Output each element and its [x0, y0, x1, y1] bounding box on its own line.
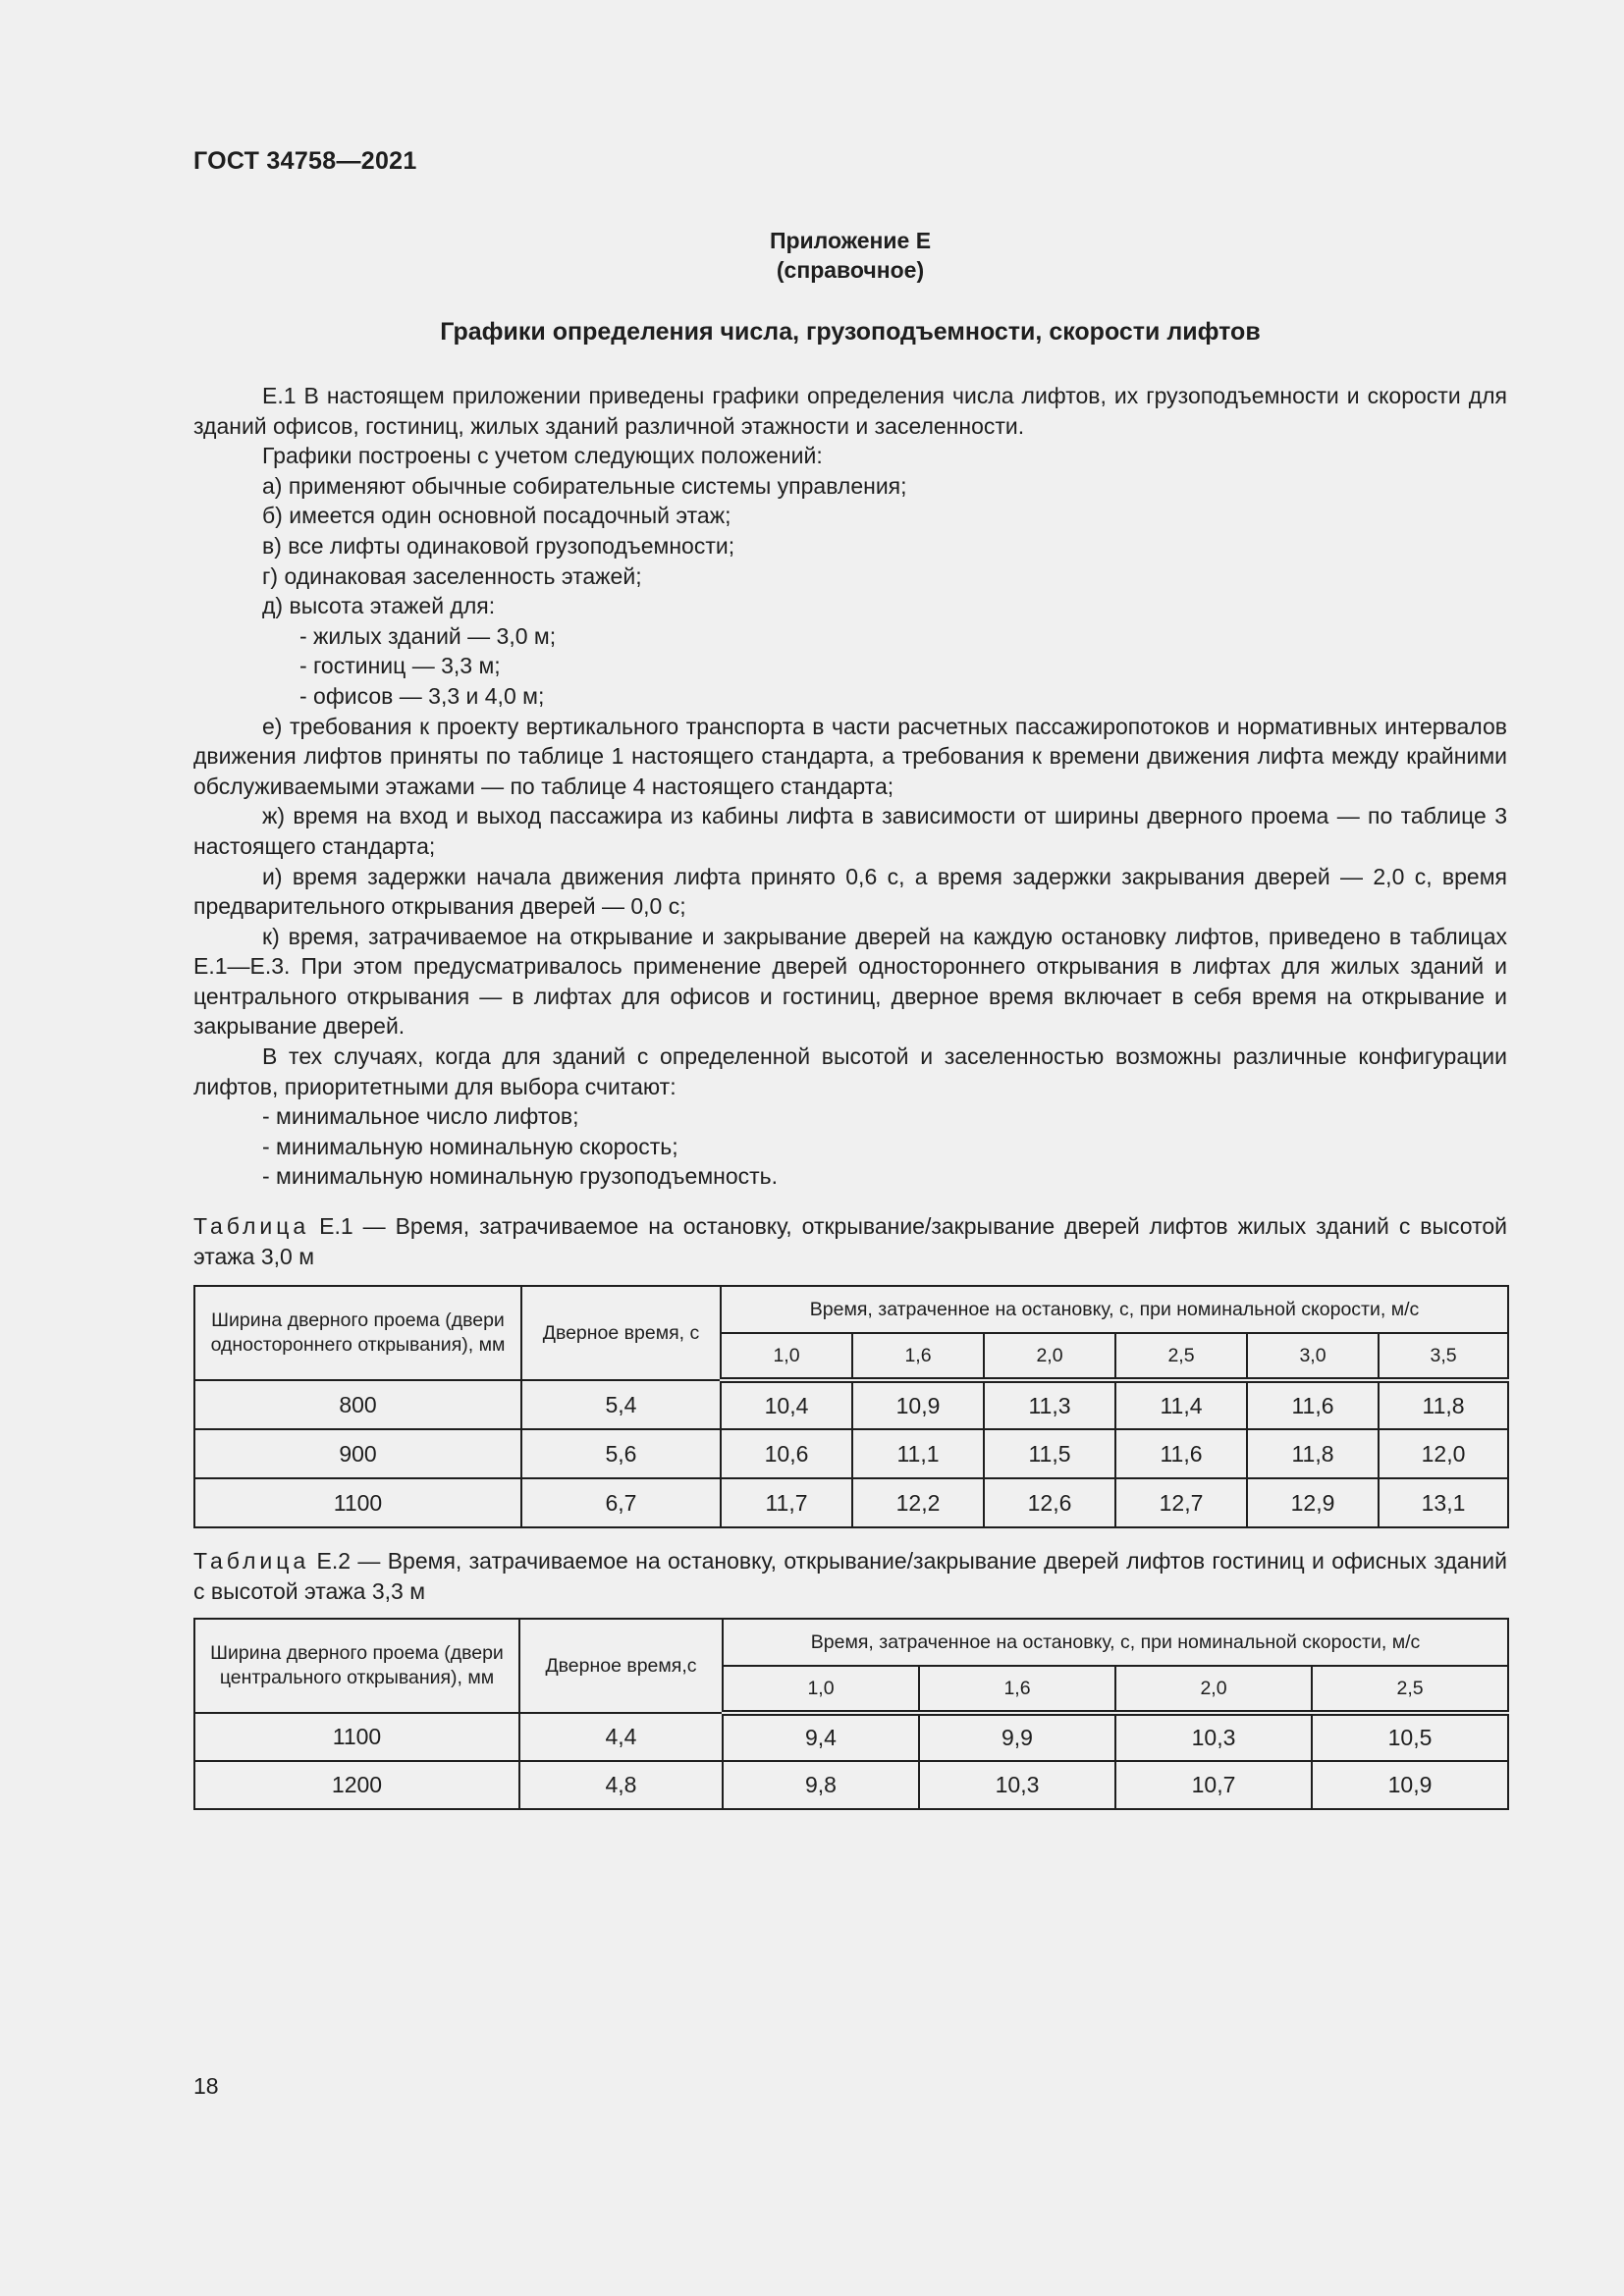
table2-speed-header: 2,5 [1312, 1666, 1508, 1713]
table-cell: 11,1 [852, 1429, 984, 1478]
table-cell: 4,4 [519, 1713, 723, 1761]
list-item-e: е) требования к проекту вертикального транспорта в части расчетных пассажиропотоков и нормативных интервалов движения лифтов приняты по таблице 1 настоящего стандарта, а требования к времени движения лифта между крайними обслуживаемыми этажами — по таблице 4 настоящего стандарта; [193, 713, 1507, 799]
appendix-heading [193, 226, 1507, 285]
table-cell: 12,9 [1247, 1478, 1379, 1527]
table1-caption [193, 1211, 1507, 1271]
table-cell: 9,9 [919, 1713, 1115, 1761]
table-cell: 1100 [194, 1478, 521, 1527]
list-item-b: б) имеется один основной посадочный этаж; [262, 503, 731, 529]
sub-item-residential: - жилых зданий — 3,0 м; [299, 622, 557, 649]
table-row [194, 1380, 1508, 1429]
list-item-d: д) высота этажей для: [262, 593, 496, 619]
paragraph-intro: Е.1 В настоящем приложении приведены графики определения числа лифтов, их грузоподъемности и скорости для зданий офисов, гостиниц, жилых зданий различной этажности и заселенности. [193, 383, 1507, 439]
table-cell: 11,7 [721, 1478, 852, 1527]
table2-speed-header: 2,0 [1115, 1666, 1312, 1713]
table-cell: 10,3 [1115, 1713, 1312, 1761]
appendix-subtitle: (справочное) [776, 257, 925, 283]
table2-speed-header: 1,6 [919, 1666, 1115, 1713]
table-cell: 12,7 [1115, 1478, 1247, 1527]
table-cell: 800 [194, 1380, 521, 1429]
table-cell: 10,3 [919, 1761, 1115, 1809]
table1-header-group: Время, затраченное на остановку, с, при номинальной скорости, м/с [721, 1286, 1508, 1333]
table-cell: 11,4 [1115, 1380, 1247, 1429]
table-cell: 5,4 [521, 1380, 721, 1429]
table1-caption-text: Е.1 — Время, затрачиваемое на остановку, открывание/закрывание дверей лифтов жилых зданий с высотой этажа 3,0 м [193, 1213, 1507, 1269]
table-cell: 11,6 [1115, 1429, 1247, 1478]
table-cell: 10,5 [1312, 1713, 1508, 1761]
document-code: ГОСТ 34758—2021 [193, 147, 417, 175]
table1-speed-header: 2,0 [984, 1333, 1115, 1380]
table-e1 [193, 1285, 1509, 1528]
table-cell: 1100 [194, 1713, 519, 1761]
table2-caption [193, 1546, 1507, 1606]
paragraph-priority: В тех случаях, когда для зданий с определенной высотой и заселенностью возможны различные конфигурации лифтов, приоритетными для выбора считают: [193, 1043, 1507, 1099]
table-cell: 13,1 [1379, 1478, 1508, 1527]
table-e2 [193, 1618, 1509, 1810]
appendix-title: Приложение Е [769, 228, 932, 253]
list-item-a: а) применяют обычные собирательные системы управления; [262, 472, 907, 499]
table-cell: 10,4 [721, 1380, 852, 1429]
table2-speed-header: 1,0 [723, 1666, 919, 1713]
table-cell: 10,9 [852, 1380, 984, 1429]
table-cell: 11,5 [984, 1429, 1115, 1478]
table-cell: 12,6 [984, 1478, 1115, 1527]
table1-header-width: Ширина дверного проема (двери одностороннего открывания), мм [194, 1286, 521, 1380]
table-cell: 9,4 [723, 1713, 919, 1761]
table-cell: 11,3 [984, 1380, 1115, 1429]
table-cell: 12,2 [852, 1478, 984, 1527]
table-cell: 9,8 [723, 1761, 919, 1809]
table-cell: 11,8 [1247, 1429, 1379, 1478]
body-text [193, 381, 1507, 1192]
section-title: Графики определения числа, грузоподъемности, скорости лифтов [440, 318, 1261, 346]
table-cell: 10,7 [1115, 1761, 1312, 1809]
table1-header-door-time: Дверное время, с [521, 1286, 721, 1380]
table-cell: 12,0 [1379, 1429, 1508, 1478]
table-cell: 6,7 [521, 1478, 721, 1527]
table2-header-width: Ширина дверного проема (двери центрального открывания), мм [194, 1619, 519, 1713]
table-cell: 11,6 [1247, 1380, 1379, 1429]
table-row [194, 1761, 1508, 1809]
table-cell: 5,6 [521, 1429, 721, 1478]
table2-header-door-time: Дверное время,с [519, 1619, 723, 1713]
table1-speed-header: 3,0 [1247, 1333, 1379, 1380]
list-item-i: и) время задержки начала движения лифта принято 0,6 с, а время задержки закрывания дверей — 2,0 с, время предварительного открывания дверей — 0,0 с; [193, 863, 1507, 920]
list-item-v: в) все лифты одинаковой грузоподъемности; [262, 532, 735, 559]
table-row [194, 1713, 1508, 1761]
table-row [194, 1478, 1508, 1527]
table1-caption-word: Таблица [193, 1213, 310, 1239]
table-cell: 10,9 [1312, 1761, 1508, 1809]
table-row [194, 1429, 1508, 1478]
table2-caption-text: Е.2 — Время, затрачиваемое на остановку, открывание/закрывание дверей лифтов гостиниц и офисных зданий с высотой этажа 3,3 м [193, 1548, 1507, 1604]
table-cell: 1200 [194, 1761, 519, 1809]
table2-header-group: Время, затраченное на остановку, с, при номинальной скорости, м/с [723, 1619, 1508, 1666]
list-item-zh: ж) время на вход и выход пассажира из кабины лифта в зависимости от ширины дверного проема — по таблице 3 настоящего стандарта; [193, 803, 1507, 859]
table-cell: 11,8 [1379, 1380, 1508, 1429]
table1-speed-header: 2,5 [1115, 1333, 1247, 1380]
table1-speed-header: 3,5 [1379, 1333, 1508, 1380]
sub-item-hotels: - гостиниц — 3,3 м; [299, 653, 501, 679]
table2-caption-word: Таблица [193, 1548, 310, 1574]
list-item-k: к) время, затрачиваемое на открывание и закрывание дверей на каждую остановку лифтов, приведено в таблицах Е.1—Е.3. При этом предусматривалось применение дверей одностороннего открывания в лифтах для жилых зданий и центрального открывания — в лифтах для офисов и гостиниц, дверное время включает в себя время на открывание и закрывание дверей. [193, 923, 1507, 1040]
priority-item-2: - минимальную номинальную скорость; [262, 1133, 678, 1159]
page-number: 18 [193, 2073, 219, 2099]
priority-item-1: - минимальное число лифтов; [262, 1103, 579, 1130]
sub-item-offices: - офисов — 3,3 и 4,0 м; [299, 682, 545, 709]
table-cell: 900 [194, 1429, 521, 1478]
list-item-g: г) одинаковая заселенность этажей; [262, 562, 642, 589]
priority-item-3: - минимальную номинальную грузоподъемность. [262, 1163, 779, 1190]
table-cell: 10,6 [721, 1429, 852, 1478]
table-cell: 4,8 [519, 1761, 723, 1809]
paragraph-graphs-built: Графики построены с учетом следующих положений: [262, 443, 823, 469]
table1-speed-header: 1,0 [721, 1333, 852, 1380]
table1-speed-header: 1,6 [852, 1333, 984, 1380]
